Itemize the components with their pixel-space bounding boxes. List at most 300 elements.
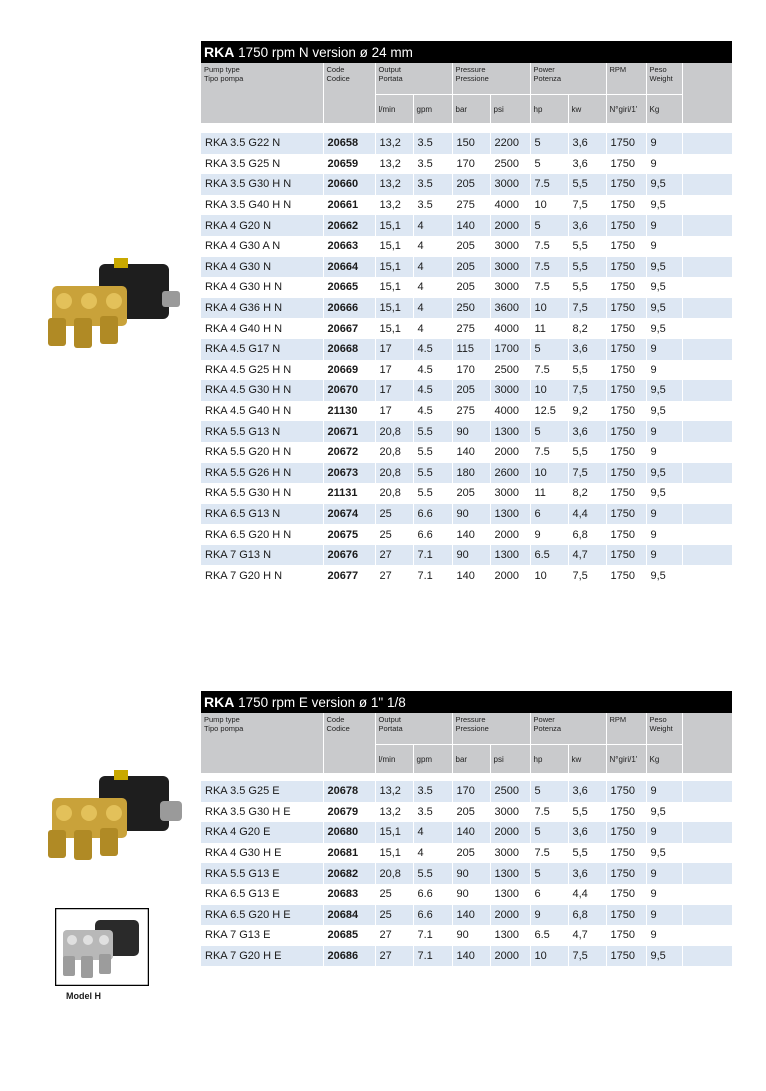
cell-kw: 6,8	[568, 905, 606, 926]
cell-hp: 5	[530, 133, 568, 154]
table-e-version	[201, 691, 732, 966]
table-row	[201, 946, 732, 967]
cell-bar: 170	[452, 360, 490, 381]
cell-pump-type: RKA 3.5 G30 H E	[201, 802, 323, 823]
cell-hp: 5	[530, 421, 568, 442]
cell-kw: 5,5	[568, 236, 606, 257]
cell-gpm: 4	[413, 318, 452, 339]
cell-kg: 9	[646, 925, 682, 946]
cell-lmin: 27	[375, 545, 413, 566]
cell-psi: 1300	[490, 421, 530, 442]
cell-hp: 9	[530, 524, 568, 545]
cell-hp: 7.5	[530, 843, 568, 864]
cell-kg: 9,5	[646, 401, 682, 422]
cell-kw: 7,5	[568, 946, 606, 967]
cell-rpm: 1750	[606, 298, 646, 319]
cell-kg: 9	[646, 524, 682, 545]
cell-hp: 9	[530, 905, 568, 926]
cell-lmin: 13,2	[375, 195, 413, 216]
cell-lmin: 15,1	[375, 215, 413, 236]
cell-hp: 6.5	[530, 925, 568, 946]
cell-code: 20683	[323, 884, 375, 905]
cell-code: 20670	[323, 380, 375, 401]
unit-psi: psi	[490, 95, 530, 124]
cell-psi: 3000	[490, 483, 530, 504]
table-row	[201, 401, 732, 422]
cell-blank	[682, 946, 732, 967]
cell-code: 20668	[323, 339, 375, 360]
cell-gpm: 3.5	[413, 133, 452, 154]
table-row	[201, 298, 732, 319]
cell-code: 20679	[323, 802, 375, 823]
table-row	[201, 236, 732, 257]
table-row	[201, 360, 732, 381]
cell-gpm: 4	[413, 257, 452, 278]
cell-kg: 9,5	[646, 463, 682, 484]
cell-blank	[682, 174, 732, 195]
cell-gpm: 5.5	[413, 442, 452, 463]
table-header	[201, 63, 733, 123]
cell-code: 20680	[323, 822, 375, 843]
cell-kg: 9,5	[646, 298, 682, 319]
cell-gpm: 4	[413, 215, 452, 236]
cell-bar: 180	[452, 463, 490, 484]
cell-code: 20671	[323, 421, 375, 442]
cell-lmin: 17	[375, 360, 413, 381]
cell-rpm: 1750	[606, 401, 646, 422]
cell-hp: 7.5	[530, 277, 568, 298]
col-pressure: Pressure Pressione	[452, 63, 530, 95]
cell-bar: 115	[452, 339, 490, 360]
cell-code: 20674	[323, 504, 375, 525]
cell-lmin: 13,2	[375, 154, 413, 175]
cell-psi: 3000	[490, 236, 530, 257]
cell-kg: 9,5	[646, 277, 682, 298]
cell-bar: 170	[452, 781, 490, 802]
cell-pump-type: RKA 5.5 G20 H N	[201, 442, 323, 463]
cell-kg: 9,5	[646, 195, 682, 216]
cell-rpm: 1750	[606, 781, 646, 802]
cell-kw: 4,4	[568, 504, 606, 525]
cell-kw: 3,6	[568, 781, 606, 802]
cell-code: 20684	[323, 905, 375, 926]
cell-psi: 2500	[490, 781, 530, 802]
cell-hp: 10	[530, 380, 568, 401]
cell-kw: 4,7	[568, 925, 606, 946]
cell-psi: 2000	[490, 905, 530, 926]
model-h-photo	[55, 908, 149, 986]
cell-pump-type: RKA 3.5 G40 H N	[201, 195, 323, 216]
cell-pump-type: RKA 6.5 G20 H N	[201, 524, 323, 545]
cell-kg: 9	[646, 545, 682, 566]
cell-bar: 205	[452, 483, 490, 504]
table-row	[201, 133, 732, 154]
cell-gpm: 5.5	[413, 463, 452, 484]
cell-code: 20675	[323, 524, 375, 545]
cell-bar: 140	[452, 215, 490, 236]
cell-hp: 7.5	[530, 236, 568, 257]
cell-pump-type: RKA 4 G30 H E	[201, 843, 323, 864]
cell-psi: 2500	[490, 360, 530, 381]
cell-code: 20673	[323, 463, 375, 484]
cell-rpm: 1750	[606, 905, 646, 926]
cell-rpm: 1750	[606, 318, 646, 339]
cell-hp: 12.5	[530, 401, 568, 422]
cell-hp: 6	[530, 884, 568, 905]
cell-lmin: 20,8	[375, 442, 413, 463]
cell-psi: 2500	[490, 154, 530, 175]
cell-blank	[682, 318, 732, 339]
cell-bar: 140	[452, 565, 490, 586]
table-row	[201, 843, 732, 864]
cell-rpm: 1750	[606, 483, 646, 504]
unit-hp: hp	[530, 745, 568, 774]
cell-lmin: 15,1	[375, 277, 413, 298]
cell-kg: 9	[646, 884, 682, 905]
cell-pump-type: RKA 4 G30 H N	[201, 277, 323, 298]
cell-hp: 11	[530, 483, 568, 504]
cell-code: 20667	[323, 318, 375, 339]
cell-kw: 3,6	[568, 339, 606, 360]
cell-pump-type: RKA 3.5 G25 E	[201, 781, 323, 802]
cell-lmin: 20,8	[375, 863, 413, 884]
pump-photo-e-version	[44, 768, 184, 873]
cell-pump-type: RKA 3.5 G30 H N	[201, 174, 323, 195]
cell-lmin: 25	[375, 884, 413, 905]
col-pump-type: Pump type Tipo pompa	[201, 713, 323, 773]
cell-hp: 10	[530, 946, 568, 967]
cell-rpm: 1750	[606, 863, 646, 884]
cell-kw: 3,6	[568, 421, 606, 442]
cell-rpm: 1750	[606, 236, 646, 257]
cell-psi: 4000	[490, 318, 530, 339]
cell-gpm: 4	[413, 822, 452, 843]
cell-psi: 3000	[490, 843, 530, 864]
cell-gpm: 3.5	[413, 154, 452, 175]
cell-lmin: 27	[375, 946, 413, 967]
cell-code: 20672	[323, 442, 375, 463]
cell-rpm: 1750	[606, 257, 646, 278]
cell-lmin: 15,1	[375, 236, 413, 257]
model-h-caption: Model H	[66, 991, 101, 1001]
cell-pump-type: RKA 5.5 G26 H N	[201, 463, 323, 484]
col-rpm: RPM	[606, 63, 646, 95]
cell-code: 20658	[323, 133, 375, 154]
cell-hp: 11	[530, 318, 568, 339]
cell-blank	[682, 401, 732, 422]
cell-blank	[682, 277, 732, 298]
cell-gpm: 6.6	[413, 524, 452, 545]
cell-lmin: 20,8	[375, 463, 413, 484]
cell-rpm: 1750	[606, 421, 646, 442]
cell-psi: 1700	[490, 339, 530, 360]
cell-kg: 9	[646, 442, 682, 463]
cell-kw: 3,6	[568, 822, 606, 843]
cell-rpm: 1750	[606, 524, 646, 545]
cell-kw: 5,5	[568, 277, 606, 298]
table-row	[201, 277, 732, 298]
cell-pump-type: RKA 4.5 G40 H N	[201, 401, 323, 422]
cell-hp: 5	[530, 863, 568, 884]
table-row	[201, 463, 732, 484]
cell-psi: 2000	[490, 524, 530, 545]
cell-psi: 2200	[490, 133, 530, 154]
cell-kg: 9,5	[646, 380, 682, 401]
cell-blank	[682, 524, 732, 545]
cell-bar: 140	[452, 946, 490, 967]
cell-kw: 5,5	[568, 843, 606, 864]
unit-kg: Kg	[646, 95, 682, 124]
cell-hp: 10	[530, 565, 568, 586]
cell-kw: 5,5	[568, 442, 606, 463]
cell-lmin: 25	[375, 905, 413, 926]
cell-kg: 9,5	[646, 174, 682, 195]
cell-blank	[682, 925, 732, 946]
cell-lmin: 20,8	[375, 483, 413, 504]
cell-bar: 90	[452, 925, 490, 946]
cell-pump-type: RKA 4 G20 E	[201, 822, 323, 843]
cell-kg: 9,5	[646, 318, 682, 339]
table-row	[201, 442, 732, 463]
unit-rpm: N°giri/1'	[606, 95, 646, 124]
col-output: Output Portata	[375, 713, 452, 745]
table-row	[201, 524, 732, 545]
cell-hp: 5	[530, 215, 568, 236]
cell-kw: 6,8	[568, 524, 606, 545]
table-row	[201, 195, 732, 216]
cell-pump-type: RKA 7 G20 H E	[201, 946, 323, 967]
cell-psi: 3000	[490, 802, 530, 823]
unit-kw: kw	[568, 95, 606, 124]
cell-kg: 9,5	[646, 843, 682, 864]
cell-bar: 275	[452, 318, 490, 339]
cell-code: 20659	[323, 154, 375, 175]
cell-rpm: 1750	[606, 339, 646, 360]
cell-code: 20685	[323, 925, 375, 946]
unit-psi: psi	[490, 745, 530, 774]
cell-rpm: 1750	[606, 154, 646, 175]
cell-psi: 1300	[490, 863, 530, 884]
cell-psi: 2600	[490, 463, 530, 484]
cell-lmin: 27	[375, 565, 413, 586]
unit-bar: bar	[452, 95, 490, 124]
cell-hp: 5	[530, 822, 568, 843]
cell-hp: 7.5	[530, 442, 568, 463]
cell-psi: 3600	[490, 298, 530, 319]
table-row	[201, 421, 732, 442]
table-title: RKA 1750 rpm E version ø 1" 1/8	[201, 691, 732, 713]
cell-blank	[682, 133, 732, 154]
cell-hp: 5	[530, 339, 568, 360]
pump-photo-n-version	[44, 256, 184, 361]
cell-rpm: 1750	[606, 442, 646, 463]
table-row	[201, 863, 732, 884]
cell-blank	[682, 504, 732, 525]
table-row	[201, 545, 732, 566]
cell-rpm: 1750	[606, 463, 646, 484]
cell-rpm: 1750	[606, 133, 646, 154]
cell-lmin: 17	[375, 401, 413, 422]
cell-hp: 6	[530, 504, 568, 525]
table-header	[201, 713, 733, 773]
cell-bar: 205	[452, 257, 490, 278]
cell-gpm: 6.6	[413, 905, 452, 926]
cell-pump-type: RKA 4 G20 N	[201, 215, 323, 236]
cell-blank	[682, 236, 732, 257]
cell-kw: 3,6	[568, 863, 606, 884]
cell-hp: 5	[530, 154, 568, 175]
cell-gpm: 6.6	[413, 884, 452, 905]
cell-psi: 2000	[490, 442, 530, 463]
cell-kw: 5,5	[568, 257, 606, 278]
cell-bar: 205	[452, 277, 490, 298]
cell-kw: 3,6	[568, 154, 606, 175]
cell-kw: 3,6	[568, 133, 606, 154]
table-title: RKA 1750 rpm N version ø 24 mm	[201, 41, 732, 63]
cell-blank	[682, 545, 732, 566]
cell-code: 21131	[323, 483, 375, 504]
cell-psi: 2000	[490, 822, 530, 843]
cell-code: 20677	[323, 565, 375, 586]
cell-code: 20660	[323, 174, 375, 195]
unit-gpm: gpm	[413, 95, 452, 124]
table-row	[201, 905, 732, 926]
cell-lmin: 25	[375, 524, 413, 545]
cell-rpm: 1750	[606, 946, 646, 967]
cell-kw: 7,5	[568, 463, 606, 484]
cell-kw: 9,2	[568, 401, 606, 422]
cell-gpm: 3.5	[413, 802, 452, 823]
cell-bar: 170	[452, 154, 490, 175]
cell-code: 20665	[323, 277, 375, 298]
cell-bar: 140	[452, 524, 490, 545]
cell-blank	[682, 442, 732, 463]
cell-bar: 275	[452, 195, 490, 216]
cell-pump-type: RKA 4 G30 N	[201, 257, 323, 278]
cell-psi: 2000	[490, 946, 530, 967]
cell-kg: 9	[646, 339, 682, 360]
cell-pump-type: RKA 4.5 G30 H N	[201, 380, 323, 401]
cell-hp: 7.5	[530, 174, 568, 195]
cell-pump-type: RKA 7 G13 N	[201, 545, 323, 566]
cell-bar: 90	[452, 545, 490, 566]
cell-gpm: 5.5	[413, 863, 452, 884]
cell-code: 20669	[323, 360, 375, 381]
cell-bar: 205	[452, 174, 490, 195]
cell-lmin: 15,1	[375, 822, 413, 843]
cell-blank	[682, 863, 732, 884]
cell-kw: 4,4	[568, 884, 606, 905]
col-code: Code Codice	[323, 63, 375, 123]
cell-bar: 275	[452, 401, 490, 422]
cell-bar: 90	[452, 863, 490, 884]
cell-gpm: 4	[413, 236, 452, 257]
cell-kw: 7,5	[568, 565, 606, 586]
unit-rpm: N°giri/1'	[606, 745, 646, 774]
cell-gpm: 4.5	[413, 401, 452, 422]
cell-kg: 9	[646, 863, 682, 884]
cell-gpm: 4	[413, 843, 452, 864]
cell-gpm: 4.5	[413, 380, 452, 401]
cell-gpm: 5.5	[413, 483, 452, 504]
col-pressure: Pressure Pressione	[452, 713, 530, 745]
col-code: Code Codice	[323, 713, 375, 773]
cell-psi: 4000	[490, 195, 530, 216]
cell-kg: 9,5	[646, 946, 682, 967]
cell-kg: 9	[646, 421, 682, 442]
cell-kg: 9,5	[646, 257, 682, 278]
table-row	[201, 565, 732, 586]
cell-code: 20681	[323, 843, 375, 864]
col-rpm: RPM	[606, 713, 646, 745]
cell-kw: 8,2	[568, 318, 606, 339]
cell-gpm: 3.5	[413, 195, 452, 216]
cell-rpm: 1750	[606, 925, 646, 946]
cell-gpm: 7.1	[413, 946, 452, 967]
table-n-version	[201, 41, 732, 586]
unit-hp: hp	[530, 95, 568, 124]
cell-psi: 3000	[490, 380, 530, 401]
cell-rpm: 1750	[606, 380, 646, 401]
cell-rpm: 1750	[606, 545, 646, 566]
table-row	[201, 781, 732, 802]
cell-code: 20682	[323, 863, 375, 884]
cell-psi: 4000	[490, 401, 530, 422]
cell-rpm: 1750	[606, 504, 646, 525]
cell-blank	[682, 421, 732, 442]
table-row	[201, 483, 732, 504]
cell-kg: 9	[646, 360, 682, 381]
cell-kw: 4,7	[568, 545, 606, 566]
cell-hp: 7.5	[530, 257, 568, 278]
cell-bar: 140	[452, 822, 490, 843]
cell-psi: 3000	[490, 174, 530, 195]
cell-code: 20686	[323, 946, 375, 967]
cell-lmin: 15,1	[375, 257, 413, 278]
cell-code: 20666	[323, 298, 375, 319]
col-pump-type: Pump type Tipo pompa	[201, 63, 323, 123]
cell-psi: 1300	[490, 884, 530, 905]
cell-kw: 5,5	[568, 174, 606, 195]
table-row	[201, 380, 732, 401]
cell-hp: 7.5	[530, 360, 568, 381]
cell-kg: 9	[646, 905, 682, 926]
table-row	[201, 339, 732, 360]
cell-hp: 5	[530, 781, 568, 802]
cell-blank	[682, 463, 732, 484]
cell-rpm: 1750	[606, 215, 646, 236]
col-power: Power Potenza	[530, 63, 606, 95]
table-body	[201, 133, 733, 586]
cell-lmin: 25	[375, 504, 413, 525]
cell-code: 21130	[323, 401, 375, 422]
cell-code: 20663	[323, 236, 375, 257]
cell-blank	[682, 195, 732, 216]
cell-bar: 205	[452, 802, 490, 823]
cell-gpm: 4	[413, 298, 452, 319]
cell-pump-type: RKA 4.5 G25 H N	[201, 360, 323, 381]
cell-gpm: 5.5	[413, 421, 452, 442]
table-body	[201, 781, 733, 966]
cell-gpm: 4.5	[413, 339, 452, 360]
cell-bar: 205	[452, 843, 490, 864]
table-row	[201, 802, 732, 823]
cell-rpm: 1750	[606, 565, 646, 586]
cell-rpm: 1750	[606, 884, 646, 905]
cell-gpm: 7.1	[413, 565, 452, 586]
cell-bar: 90	[452, 421, 490, 442]
col-weight: Peso Weight	[646, 713, 682, 745]
